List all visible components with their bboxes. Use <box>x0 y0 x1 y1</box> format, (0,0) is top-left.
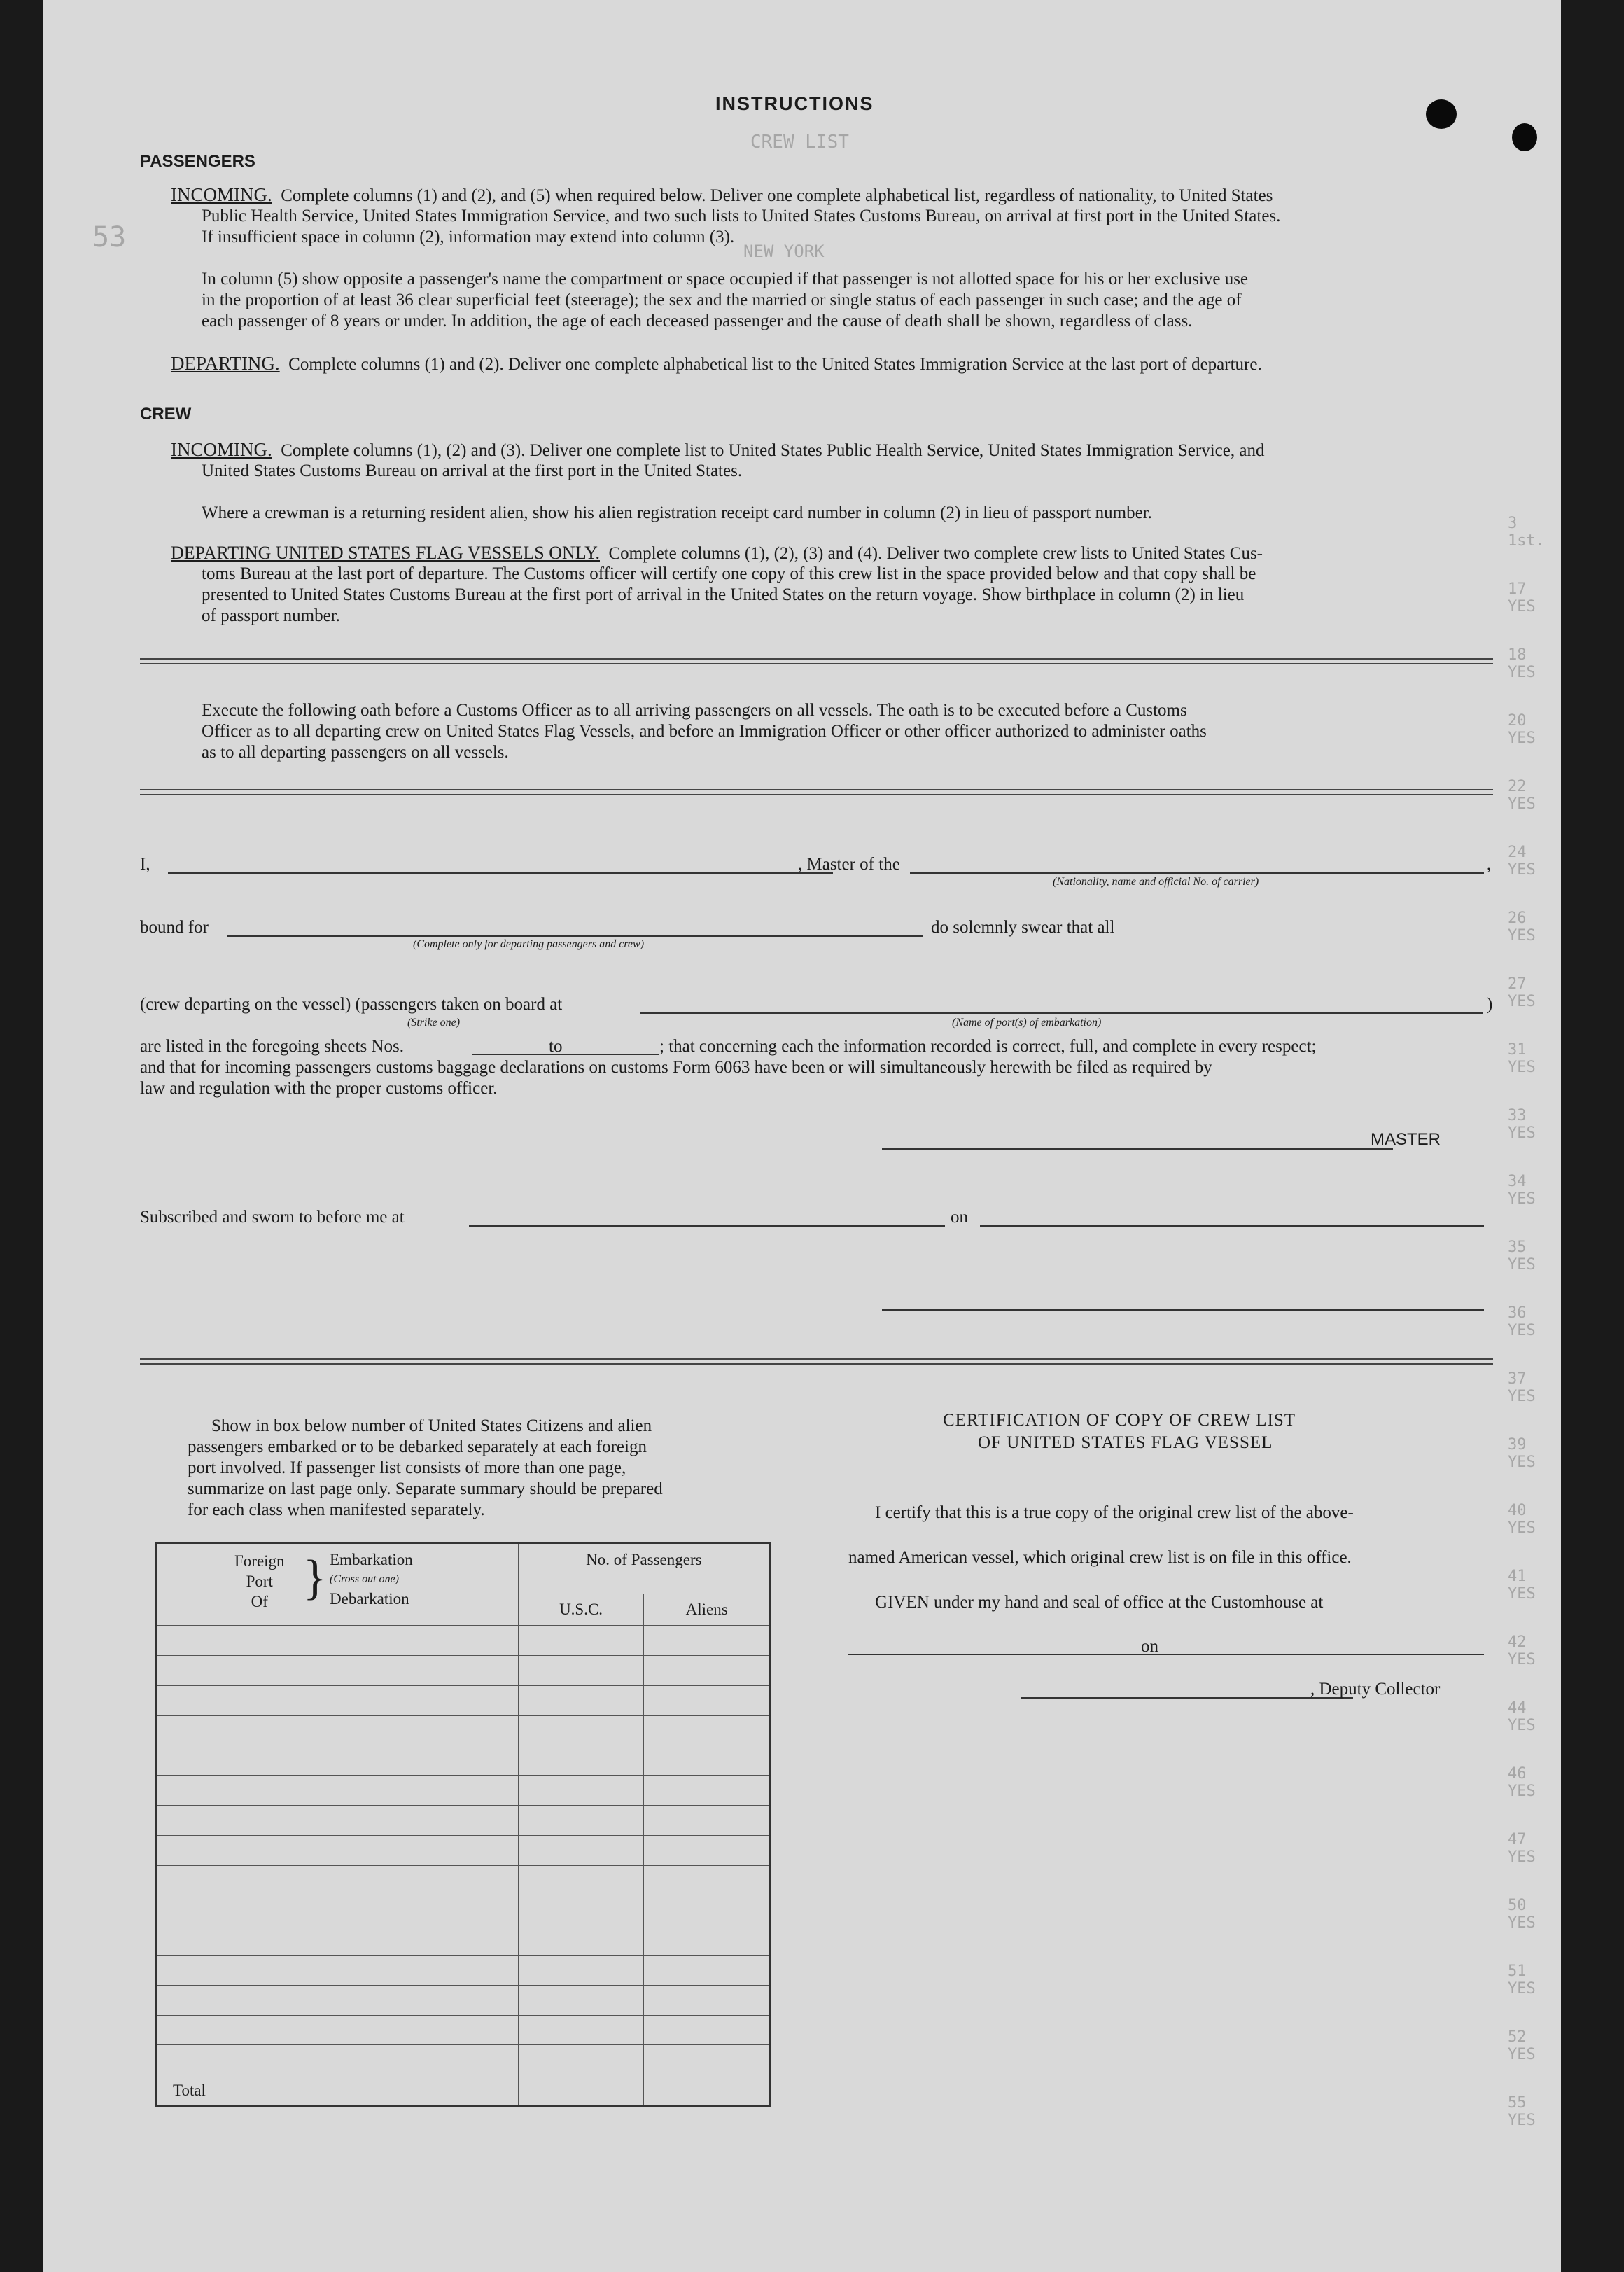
table-row <box>157 1776 771 1806</box>
aliens-cell[interactable] <box>644 1985 771 2015</box>
usc-cell[interactable] <box>518 1685 644 1715</box>
table-row <box>157 1685 771 1715</box>
table-row <box>157 1865 771 1895</box>
summary-line2: passengers embarked or to be debarked separately at each foreign <box>188 1437 647 1456</box>
master-name-field[interactable] <box>168 872 833 874</box>
subscribed-label: Subscribed and sworn to before me at <box>140 1208 405 1227</box>
aliens-cell[interactable] <box>644 1805 771 1835</box>
bleed-through-row-number: 26 YES <box>1508 910 1536 945</box>
crew-passengers-text: (crew departing on the vessel) (passengers taken on board at <box>140 995 563 1014</box>
port-cell[interactable] <box>157 1865 519 1895</box>
listed-line2: and that for incoming passengers customs baggage declarations on customs Form 6063 have been or will simultaneously herewith be filed as required by <box>140 1058 1212 1077</box>
certification-title-line1: CERTIFICATION OF COPY OF CREW LIST <box>943 1411 1296 1430</box>
col-aliens: Aliens <box>644 1594 771 1626</box>
port-cell[interactable] <box>157 1895 519 1925</box>
port-cell[interactable] <box>157 1805 519 1835</box>
aliens-cell[interactable] <box>644 1655 771 1685</box>
bleed-through-crew-list: CREW LIST <box>750 132 849 153</box>
deputy-collector-label: , Deputy Collector <box>1310 1680 1441 1699</box>
port-cell[interactable] <box>157 1985 519 2015</box>
col-no-passengers: No. of Passengers <box>518 1543 770 1594</box>
aliens-cell[interactable] <box>644 1895 771 1925</box>
bleed-through-row-number: 37 YES <box>1508 1370 1536 1405</box>
port-cell[interactable] <box>157 1955 519 1985</box>
sworn-date-field[interactable] <box>980 1225 1484 1227</box>
crew-incoming-line2: United States Customs Bureau on arrival at the first port in the United States. <box>202 461 743 480</box>
bleed-through-row-number: 31 YES <box>1508 1041 1536 1076</box>
bleed-through-row-number: 55 YES <box>1508 2094 1536 2129</box>
col-embarkation: Embarkation <box>330 1551 413 1568</box>
bleed-through-row-number: 51 YES <box>1508 1963 1536 1998</box>
customhouse-field[interactable] <box>848 1654 1177 1655</box>
port-cell[interactable] <box>157 1835 519 1865</box>
summary-line4: summarize on last page only. Separate summary should be prepared <box>188 1479 663 1498</box>
passengers-incoming-label: INCOMING. <box>171 184 272 205</box>
section-divider <box>140 1358 1493 1365</box>
summary-line1: Show in box below number of United States Citizens and alien <box>211 1416 652 1435</box>
strike-one-caption: (Strike one) <box>407 1017 461 1029</box>
section-divider <box>140 789 1493 795</box>
port-cell[interactable] <box>157 1715 519 1745</box>
col-cross-out: (Cross out one) <box>330 1573 399 1585</box>
col-foreign: Foreign <box>234 1552 285 1570</box>
oath-i-label: I, <box>140 855 150 874</box>
port-cell[interactable] <box>157 1745 519 1776</box>
passengers-incoming-line1 <box>171 185 1273 206</box>
table-row <box>157 1985 771 2015</box>
table-row <box>157 2045 771 2075</box>
table-row <box>157 1895 771 1925</box>
ink-blot <box>1426 99 1457 129</box>
summary-line5: for each class when manifested separately. <box>188 1500 485 1519</box>
aliens-cell[interactable] <box>644 1955 771 1985</box>
bleed-through-row-number: 18 YES <box>1508 646 1536 681</box>
aliens-cell[interactable] <box>644 1865 771 1895</box>
certification-title-line2: OF UNITED STATES FLAG VESSEL <box>978 1433 1273 1452</box>
oath-intro-line1: Execute the following oath before a Customs Officer as to all arriving passengers on all vessels. The oath is to be executed before a Customs <box>202 701 1187 720</box>
certification-body-line1: I certify that this is a true copy of the original crew list of the above- <box>875 1503 1354 1522</box>
bleed-through-row-number: 52 YES <box>1508 2028 1536 2063</box>
carrier-field-comma: , <box>1487 855 1492 874</box>
usc-cell[interactable] <box>518 1955 644 1985</box>
listed-to-label: to <box>549 1037 563 1056</box>
oath-intro-line2: Officer as to all departing crew on United States Flag Vessels, and before an Immigration Officer or other officer authorized to administer oaths <box>202 722 1207 741</box>
usc-cell[interactable] <box>518 1776 644 1806</box>
port-header-cell <box>157 1543 519 1626</box>
usc-cell[interactable] <box>518 1865 644 1895</box>
blank-rows <box>157 1626 771 2075</box>
bleed-through-row-number: 27 YES <box>1508 975 1536 1010</box>
listed-sheets-label: are listed in the foregoing sheets Nos. <box>140 1037 404 1056</box>
total-usc-cell[interactable] <box>518 2075 644 2107</box>
table-row <box>157 1925 771 1956</box>
brace-icon: } <box>303 1551 327 1605</box>
bleed-through-row-number: 47 YES <box>1508 1831 1536 1866</box>
bleed-through-row-number: 46 YES <box>1508 1765 1536 1800</box>
certification-given: GIVEN under my hand and seal of office at the Customhouse at <box>875 1593 1324 1612</box>
aliens-cell[interactable] <box>644 1925 771 1956</box>
bleed-through-row-number: 44 YES <box>1508 1699 1536 1734</box>
aliens-cell[interactable] <box>644 1776 771 1806</box>
col-usc: U.S.C. <box>518 1594 644 1626</box>
sworn-on-label: on <box>951 1208 968 1227</box>
foreign-port-of <box>234 1551 285 1612</box>
bleed-through-port: NEW YORK <box>743 242 825 261</box>
passengers-incoming-line2: Public Health Service, United States Immigration Service, and two such lists to United States Customs Bureau, on arrival at first port in the United States. <box>202 207 1281 225</box>
listed-line3: law and regulation with the proper customs officer. <box>140 1079 498 1098</box>
aliens-cell[interactable] <box>644 1715 771 1745</box>
passengers-incoming-text: Complete columns (1) and (2), and (5) when required below. Deliver one complete alphabetical list, regardless of nationality, to United States <box>281 186 1273 205</box>
table-row <box>157 1955 771 1985</box>
oath-intro-line3: as to all departing passengers on all vessels. <box>202 743 509 762</box>
port-cell[interactable] <box>157 1655 519 1685</box>
port-cell[interactable] <box>157 2045 519 2075</box>
master-signature-field[interactable] <box>882 1148 1393 1150</box>
table-row <box>157 2015 771 2045</box>
bleed-through-row-number: 39 YES <box>1508 1436 1536 1471</box>
usc-cell[interactable] <box>518 1655 644 1685</box>
port-cell[interactable] <box>157 1776 519 1806</box>
total-label: Total <box>157 2075 519 2107</box>
page-title: INSTRUCTIONS <box>715 93 874 114</box>
table-row <box>157 1835 771 1865</box>
certification-date-field[interactable] <box>1168 1654 1484 1655</box>
sheet-to-field[interactable] <box>577 1054 659 1055</box>
aliens-cell[interactable] <box>644 1626 771 1656</box>
bleed-through-row-number: 42 YES <box>1508 1633 1536 1668</box>
crew-alien-note: Where a crewman is a returning resident alien, show his alien registration receipt card number in column (2) in lieu of passport number. <box>202 503 1152 522</box>
bound-for-field[interactable] <box>227 935 923 937</box>
crew-incoming-text: Complete columns (1), (2) and (3). Deliver one complete list to United States Public Health Service, United States Immigration Service, and <box>281 441 1265 460</box>
bleed-through-row-number: 17 YES <box>1508 580 1536 615</box>
passengers-column5-line1: In column (5) show opposite a passenger's name the compartment or space occupied if that passenger is not allotted space for his or her exclusive use <box>202 270 1249 288</box>
carrier-field[interactable] <box>910 872 1484 874</box>
bleed-through-row-number: 40 YES <box>1508 1502 1536 1537</box>
aliens-cell[interactable] <box>644 2045 771 2075</box>
aliens-cell[interactable] <box>644 1685 771 1715</box>
usc-cell[interactable] <box>518 2015 644 2045</box>
crew-departing-label: DEPARTING UNITED STATES FLAG VESSELS ONLY. <box>171 543 600 563</box>
bleed-through-row-number: 41 YES <box>1508 1568 1536 1603</box>
passengers-column5-line3: each passenger of 8 years or under. In addition, the age of each deceased passenger and the cause of death shall be shown, regardless of class. <box>202 312 1193 330</box>
aliens-cell[interactable] <box>644 2015 771 2045</box>
total-aliens-cell[interactable] <box>644 2075 771 2107</box>
crew-departing-line3: presented to United States Customs Bureau at the first port of arrival in the United States on the return voyage. Show birthplace in column (2) in lieu <box>202 585 1245 604</box>
section-divider <box>140 658 1493 664</box>
document-page <box>43 0 1561 2272</box>
port-cell[interactable] <box>157 1925 519 1956</box>
bound-for-label: bound for <box>140 918 209 937</box>
officer-signature-field[interactable] <box>882 1309 1484 1311</box>
bleed-through-row-number: 35 YES <box>1508 1239 1536 1274</box>
bleed-through-row-number: 36 YES <box>1508 1304 1536 1339</box>
crew-departing-line4: of passport number. <box>202 606 340 625</box>
col-port: Port <box>246 1573 273 1590</box>
master-label: MASTER <box>1371 1130 1441 1149</box>
usc-cell[interactable] <box>518 1715 644 1745</box>
crew-departing-line1 <box>171 543 1263 564</box>
certification-on-label: on <box>1141 1637 1158 1656</box>
passengers-heading: PASSENGERS <box>140 152 255 171</box>
bleed-through-row-number: 24 YES <box>1508 844 1536 879</box>
sworn-place-field[interactable] <box>469 1225 945 1227</box>
crew-heading: CREW <box>140 405 192 424</box>
bleed-through-number: 53 <box>92 221 127 253</box>
bleed-through-row-number: 22 YES <box>1508 778 1536 813</box>
usc-cell[interactable] <box>518 1925 644 1956</box>
col-debarkation: Debarkation <box>330 1590 410 1608</box>
ink-blot <box>1512 123 1537 151</box>
table-row <box>157 1626 771 1656</box>
usc-cell[interactable] <box>518 1745 644 1776</box>
port-cell[interactable] <box>157 2015 519 2045</box>
passengers-departing-label: DEPARTING. <box>171 353 280 374</box>
passengers-departing-text: Complete columns (1) and (2). Deliver one complete alphabetical list to the United States Immigration Service at the last port of departure. <box>288 355 1262 374</box>
table-row <box>157 1655 771 1685</box>
usc-cell[interactable] <box>518 1835 644 1865</box>
carrier-caption: (Nationality, name and official No. of carrier) <box>1053 876 1259 888</box>
crew-departing-line2: toms Bureau at the last port of departure. The Customs officer will certify one copy of this crew list in the space provided below and that copy shall be <box>202 564 1256 583</box>
col-of: Of <box>251 1593 268 1610</box>
table-row <box>157 1805 771 1835</box>
bleed-through-row-number: 20 YES <box>1508 712 1536 747</box>
bleed-through-row-number: 34 YES <box>1508 1173 1536 1208</box>
port-cell[interactable] <box>157 1685 519 1715</box>
close-paren: ) <box>1487 995 1493 1014</box>
usc-cell[interactable] <box>518 1985 644 2015</box>
usc-cell[interactable] <box>518 2045 644 2075</box>
master-of-the-label: , Master of the <box>798 855 900 874</box>
certification-body-line2: named American vessel, which original crew list is on file in this office. <box>848 1548 1352 1567</box>
bleed-through-row-number: 33 YES <box>1508 1107 1536 1142</box>
aliens-cell[interactable] <box>644 1745 771 1776</box>
port-caption: (Name of port(s) of embarkation) <box>952 1017 1102 1029</box>
passengers-incoming-line3: If insufficient space in column (2), information may extend into column (3). <box>202 228 735 246</box>
crew-incoming-line1 <box>171 440 1264 461</box>
table-row <box>157 1745 771 1776</box>
usc-cell[interactable] <box>518 1805 644 1835</box>
port-cell[interactable] <box>157 1626 519 1656</box>
summary-line3: port involved. If passenger list consists of more than one page, <box>188 1458 626 1477</box>
bound-for-caption: (Complete only for departing passengers and crew) <box>413 938 645 950</box>
listed-line1-rest: ; that concerning each the information recorded is correct, full, and complete in every respect; <box>659 1037 1317 1056</box>
bleed-through-row-number: 3 1st. <box>1508 515 1545 550</box>
deputy-collector-signature-field[interactable] <box>1021 1697 1353 1699</box>
crew-incoming-label: INCOMING. <box>171 439 272 460</box>
usc-cell[interactable] <box>518 1626 644 1656</box>
embarkation-port-field[interactable] <box>640 1012 1483 1014</box>
passengers-departing-line <box>171 354 1262 375</box>
usc-cell[interactable] <box>518 1895 644 1925</box>
passenger-summary-table <box>155 1542 771 2107</box>
solemnly-swear-text: do solemnly swear that all <box>931 918 1115 937</box>
aliens-cell[interactable] <box>644 1835 771 1865</box>
passengers-column5-line2: in the proportion of at least 36 clear superficial feet (steerage); the sex and the married or single status of each passenger in such case; and the age of <box>202 291 1242 309</box>
table-row <box>157 1715 771 1745</box>
crew-departing-text: Complete columns (1), (2), (3) and (4). Deliver two complete crew lists to United States Cus- <box>608 544 1264 563</box>
bleed-through-row-number: 50 YES <box>1508 1897 1536 1932</box>
